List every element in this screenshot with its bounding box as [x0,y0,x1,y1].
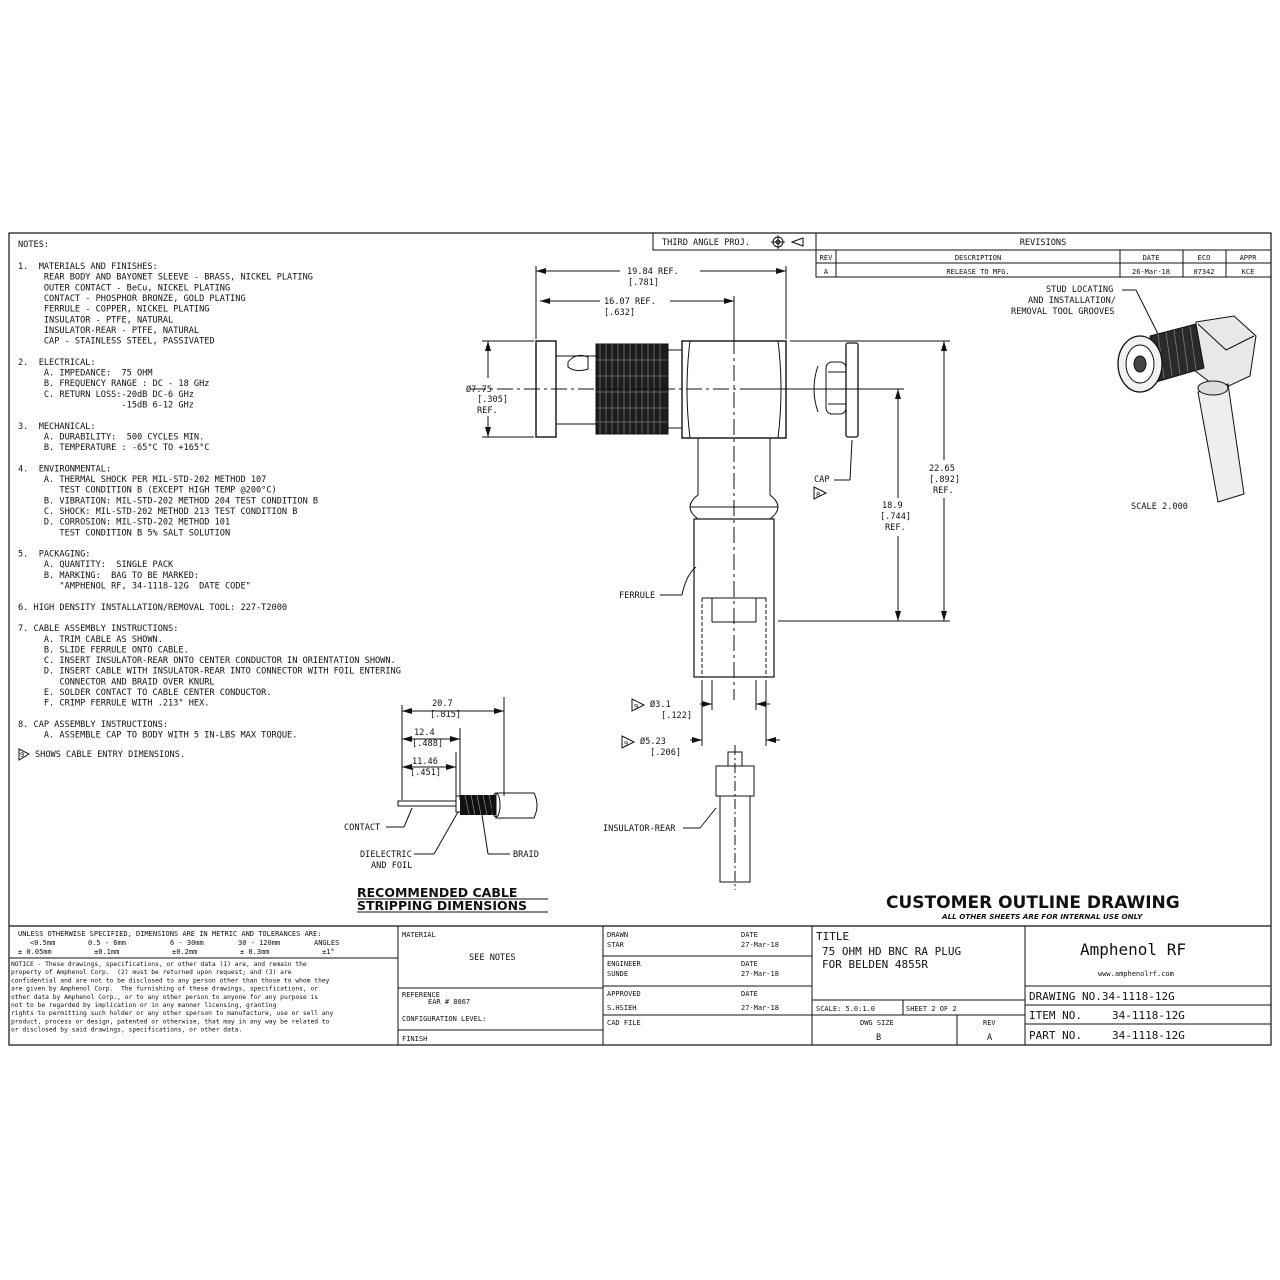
svg-text:Ø7.75: Ø7.75 [466,385,492,395]
rev-row-description: RELEASE TO MFG. [946,268,1010,276]
title-label: TITLE [816,930,850,943]
notes-heading: NOTES: [18,240,50,250]
cap-callout [814,440,852,499]
svg-text:BRAID: BRAID [513,850,539,860]
notice-line: property of Amphenol Corp. (2) must be returned upon request; and (3) are [11,969,292,977]
rev-header-rev: REV [819,254,833,262]
svg-text:9: 9 [20,751,25,759]
svg-text:±1°: ±1° [322,948,335,956]
svg-text:REF.: REF. [885,523,906,533]
rev-header-date: DATE [1142,254,1160,262]
note-line: B. FREQUENCY RANGE : DC - 18 GHz [18,379,210,390]
svg-text:INSULATOR-REAR: INSULATOR-REAR [603,824,676,834]
svg-text:STUD LOCATING: STUD LOCATING [1046,285,1114,295]
svg-text:18.9: 18.9 [882,501,903,511]
svg-text:SCALE 2.000: SCALE 2.000 [1131,502,1188,512]
dimension-18-9 [740,389,911,621]
note-line: "AMPHENOL RF, 34-1118-12G DATE CODE" [18,581,251,592]
note-line: B. MARKING: BAG TO BE MARKED: [18,570,200,581]
note-line: -15dB 6-12 GHz [18,400,194,411]
customer-outline-title: CUSTOMER OUTLINE DRAWING [886,893,1180,913]
svg-text:6 - 30mm: 6 - 30mm [170,939,204,947]
rev-header-description: DESCRIPTION [954,254,1002,262]
note-line: A. IMPEDANCE: 75 OHM [18,368,153,379]
note-line: A. TRIM CABLE AS SHOWN. [18,634,163,645]
note-9-symbol [19,749,29,760]
rev-header-eco: ECO [1197,254,1211,262]
svg-text:B: B [876,1033,882,1043]
note-line: A. QUANTITY: SINGLE PACK [18,560,174,571]
note-line: 1. MATERIALS AND FINISHES: [18,262,158,272]
notice-text [11,961,333,1034]
cable-stripping-title: RECOMMENDED CABLE [357,885,518,900]
cable-stripping-view [344,697,548,913]
note-line: INSULATOR-REAR - PTFE, NATURAL [18,325,200,336]
svg-text:[.815]: [.815] [430,710,462,720]
dimension-3-1 [632,680,770,721]
note-line: 4. ENVIRONMENTAL: [18,464,112,475]
rev-row-rev: A [823,268,829,276]
drawing-title-line2: FOR BELDEN 4855R [822,958,928,971]
rev-row-eco: 07342 [1193,268,1215,276]
svg-text:AND INSTALLATION/: AND INSTALLATION/ [1028,296,1116,306]
svg-text:REV: REV [983,1019,996,1027]
svg-text:[.744]: [.744] [880,512,912,522]
svg-text:CAD FILE: CAD FILE [607,1019,641,1027]
isometric-view [1011,285,1256,512]
svg-text:22.65: 22.65 [929,464,955,474]
note-line: C. INSERT INSULATOR-REAR ONTO CENTER CONDUCTOR IN ORIENTATION SHOWN. [18,656,396,667]
svg-text:ANGLES: ANGLES [314,939,340,947]
svg-text:± 0.05mm: ± 0.05mm [18,948,52,956]
svg-text:Ø5.23: Ø5.23 [640,737,666,747]
svg-text:0.5 - 6mm: 0.5 - 6mm [88,939,126,947]
note-line: F. CRIMP FERRULE WITH .213" HEX. [18,698,210,709]
svg-text:9: 9 [624,740,629,748]
svg-text:DATE: DATE [741,960,758,968]
notice-line: are given by Amphenol Corp. The furnishing of these drawings, specifications, or [11,985,319,993]
note-line: A. THERMAL SHOCK PER MIL-STD-202 METHOD 107 [18,475,267,485]
svg-text:Ø3.1: Ø3.1 [650,700,671,710]
notice-line: rights to permitting such holder or any other sperson to manufacture, use or sell any [11,1010,334,1018]
svg-text:MATERIAL: MATERIAL [402,931,436,939]
svg-text:30 - 120mm: 30 - 120mm [238,939,281,947]
tolerance-header: UNLESS OTHERWISE SPECIFIED, DIMENSIONS ARE IN METRIC AND TOLERANCES ARE: [18,930,322,938]
note-line: REAR BODY AND BAYONET SLEEVE - BRASS, NICKEL PLATING [18,272,313,283]
svg-text:[.305]: [.305] [477,395,509,405]
svg-text:SEE NOTES: SEE NOTES [469,953,516,963]
svg-text:[.206]: [.206] [650,748,682,758]
svg-text:REMOVAL TOOL GROOVES: REMOVAL TOOL GROOVES [1011,307,1115,317]
svg-text:27-Mar-18: 27-Mar-18 [741,970,779,978]
svg-text:DATE: DATE [741,990,758,998]
svg-text:20.7: 20.7 [432,699,453,709]
svg-text:STAR: STAR [607,941,624,949]
notice-line: product, process or design, patented or otherwise, that may in any way be related to [11,1018,330,1026]
rev-row-appr: KCE [1241,268,1255,276]
svg-text:[.451]: [.451] [410,768,442,778]
note-line: FERRULE - COPPER, NICKEL PLATING [18,304,210,315]
note-line: 7. CABLE ASSEMBLY INSTRUCTIONS: [18,624,179,635]
revisions-table [816,233,1271,277]
notes-list [18,262,401,741]
cap [814,343,858,437]
svg-text:27-Mar-18: 27-Mar-18 [741,1004,779,1012]
svg-text:EAR # 8067: EAR # 8067 [428,998,471,1006]
part-number: 34-1118-12G [1112,1029,1185,1042]
svg-text:PART NO.: PART NO. [1029,1029,1082,1042]
svg-text:11.46: 11.46 [412,757,438,767]
svg-text:ENGINEER: ENGINEER [607,960,641,968]
note-line: C. RETURN LOSS:-20dB DC-6 GHz [18,389,194,400]
note-line: 6. HIGH DENSITY INSTALLATION/REMOVAL TOOL: 227-T2000 [18,602,288,613]
note-line: CAP - STAINLESS STEEL, PASSIVATED [18,336,215,347]
note-line: 5. PACKAGING: [18,549,91,560]
svg-text:27-Mar-18: 27-Mar-18 [741,941,779,949]
note-line: CONTACT - PHOSPHOR BRONZE, GOLD PLATING [18,293,246,304]
svg-text:±0.1mm: ±0.1mm [94,948,120,956]
note-line: B. TEMPERATURE : -65°C TO +165°C [18,443,210,454]
insulator-rear [716,745,754,890]
rev-header-appr: APPR [1239,254,1257,262]
svg-text:APPROVED: APPROVED [607,990,641,998]
svg-text:A: A [987,1033,993,1043]
svg-text:REF.: REF. [933,486,954,496]
svg-text:FERRULE: FERRULE [619,591,656,601]
svg-text:19.84 REF.: 19.84 REF. [627,267,679,277]
note-line: C. SHOCK: MIL-STD-202 METHOD 213 TEST CONDITION B [18,506,298,517]
svg-text:[.122]: [.122] [661,711,693,721]
note-line: E. SOLDER CONTACT TO CABLE CENTER CONDUCTOR. [18,688,272,698]
cable-stripping-subtitle: STRIPPING DIMENSIONS [357,898,528,913]
drawing-title-line1: 75 OHM HD BNC RA PLUG [822,945,962,958]
dimension-16-07 [540,296,734,338]
notice-line: other data by Amphenol Corp., or to any other person to anyone for any purpose is [11,993,319,1001]
svg-text:SUNDE: SUNDE [607,970,629,978]
note-line: D. CORROSION: MIL-STD-202 METHOD 101 [18,517,231,528]
notice-line: confidential and are not to be disclosed to any person other than those to whom they [11,977,330,985]
customer-outline-subtitle: ALL OTHER SHEETS ARE FOR INTERNAL USE ONLY [942,912,1143,921]
notice-line: or disclosed by said drawings, specifications, or other data. [11,1026,243,1034]
svg-text:CONFIGURATION LEVEL:: CONFIGURATION LEVEL: [402,1015,487,1023]
svg-text:± 0.3mm: ± 0.3mm [240,948,270,956]
svg-text:[.632]: [.632] [604,308,636,318]
svg-text:<0.5mm: <0.5mm [30,939,56,947]
company-website: www.amphenolrf.com [1098,970,1174,978]
note-line: TEST CONDITION B 5% SALT SOLUTION [18,528,231,539]
drawing-number: DRAWING NO.34-1118-12G [1029,990,1175,1003]
svg-text:SCALE: 5.0:1.0: SCALE: 5.0:1.0 [816,1005,876,1013]
note-line: 2. ELECTRICAL: [18,357,96,368]
svg-text:9: 9 [634,703,639,711]
svg-text:FINISH: FINISH [402,1035,428,1043]
dimension-19-84 [536,266,786,339]
svg-text:[.488]: [.488] [412,739,444,749]
item-number: 34-1118-12G [1112,1009,1185,1022]
note-line: B. VIBRATION: MIL-STD-202 METHOD 204 TEST CONDITION B [18,496,319,507]
revisions-title: REVISIONS [1019,238,1067,248]
svg-text:S.HSIEH: S.HSIEH [607,1004,637,1012]
svg-text:SHEET 2 OF 2: SHEET 2 OF 2 [906,1005,957,1013]
notice-line: NOTICE - These drawings, specifications, or other data (1) are, and remain the [11,961,307,968]
svg-text:[.892]: [.892] [929,475,961,485]
note-line: OUTER CONTACT - BeCu, NICKEL PLATING [18,283,231,294]
svg-text:16.07 REF.: 16.07 REF. [604,297,656,307]
svg-text:DWG SIZE: DWG SIZE [860,1019,894,1027]
note-line: A. ASSEMBLE CAP TO BODY WITH 5 IN-LBS MAX TORQUE. [18,730,298,741]
svg-text:8: 8 [816,491,821,499]
third-angle-projection-icon [771,235,803,249]
svg-text:REF.: REF. [477,406,498,416]
company-name: Amphenol RF [1080,940,1186,959]
notice-line: not to be regarded by implication or in any manner licensing, granting [11,1002,277,1009]
note-line: 8. CAP ASSEMBLY INSTRUCTIONS: [18,719,169,730]
note-line: B. SLIDE FERRULE ONTO CABLE. [18,645,189,656]
svg-text:DIELECTRIC: DIELECTRIC [360,850,412,860]
note-line: A. DURABILITY: 500 CYCLES MIN. [18,432,205,443]
dimension-22-65 [778,341,960,621]
svg-text:DRAWN: DRAWN [607,931,629,939]
svg-text:ITEM NO.: ITEM NO. [1029,1009,1082,1022]
svg-text:CONTACT: CONTACT [344,823,381,833]
note-9-text: SHOWS CABLE ENTRY DIMENSIONS. [35,750,186,760]
note-line: 3. MECHANICAL: [18,421,96,432]
svg-text:CAP: CAP [814,475,830,485]
note-line: TEST CONDITION B (EXCEPT HIGH TEMP @200°C) [18,485,277,496]
title-block [9,926,1271,1045]
insulator-rear-callout [603,808,716,834]
svg-text:12.4: 12.4 [414,728,435,738]
svg-text:[.781]: [.781] [628,278,660,288]
svg-text:AND FOIL: AND FOIL [371,861,413,871]
svg-text:DATE: DATE [741,931,758,939]
projection-label: THIRD ANGLE PROJ. [662,238,750,248]
note-line: INSULATOR - PTFE, NATURAL [18,315,174,326]
note-line: CONNECTOR AND BRAID OVER KNURL [18,677,215,688]
rev-row-date: 26-Mar-18 [1132,268,1170,276]
svg-text:±0.2mm: ±0.2mm [172,948,198,956]
note-line: D. INSERT CABLE WITH INSULATOR-REAR INTO CONNECTOR WITH FOIL ENTERING [18,666,401,677]
ferrule-callout [619,567,696,601]
svg-text:REFERENCE: REFERENCE [402,991,440,999]
connector-side-view [470,338,858,890]
